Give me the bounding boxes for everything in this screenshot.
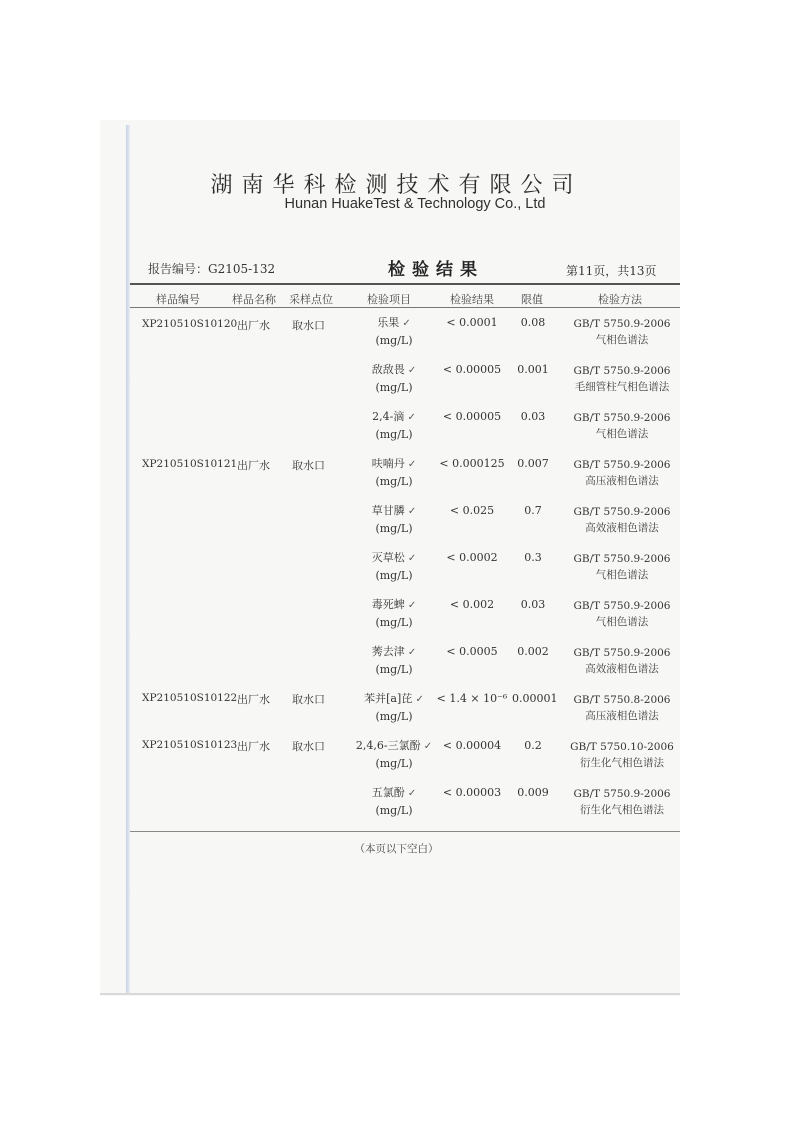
test-result: < 0.025 [449,504,495,517]
test-result: < 0.00004 [442,739,502,752]
test-item-unit: (mg/L) [375,381,413,394]
test-method [560,504,684,536]
check-mark-icon: ✓ [404,553,417,564]
method-standard: GB/T 5750.9-2006 [573,553,671,565]
check-mark-icon: ✓ [404,365,417,376]
test-limit: 0.3 [524,551,542,564]
method-standard: GB/T 5750.9-2006 [573,318,671,330]
check-mark-icon: ✓ [404,506,417,517]
test-item-label: 2,4-滴 [372,410,405,423]
test-item [354,502,434,537]
method-technique: 气相色谱法 [595,428,649,440]
blank-below-note: （本页以下空白） [354,843,439,855]
test-item-label: 乐果 [377,316,400,329]
test-item-label: 灭草松 [371,551,405,564]
method-technique: 衍生化气相色谱法 [580,757,664,769]
method-standard: GB/T 5750.10-2006 [570,741,674,753]
test-result: < 0.00005 [442,363,502,376]
test-method [560,316,684,348]
method-standard: GB/T 5750.8-2006 [573,694,671,706]
test-method [560,410,684,442]
test-item-unit: (mg/L) [375,804,413,817]
test-result: < 0.0001 [446,316,498,329]
company-name-en: Hunan HuakeTest & Technology Co., Ltd [284,196,546,212]
header-sample-name: 样品名称 [232,293,276,306]
method-standard: GB/T 5750.9-2006 [573,365,671,377]
test-item-label: 敌敌畏 [371,363,405,376]
test-limit: 0.001 [517,363,549,376]
test-method [560,692,684,724]
test-method [560,739,684,771]
method-standard: GB/T 5750.9-2006 [573,506,671,518]
test-item [354,549,434,584]
test-item-label: 苯并[a]芘 [364,692,413,705]
test-result: < 0.002 [449,598,495,611]
check-mark-icon: ✓ [404,600,417,611]
table-header-rule [130,307,680,308]
method-standard: GB/T 5750.9-2006 [573,647,671,659]
header-method: 检验方法 [598,293,642,306]
table-top-rule [130,283,680,285]
test-result: < 0.0002 [446,551,498,564]
check-mark-icon: ✓ [399,318,411,329]
method-technique: 高效液相色谱法 [585,663,659,675]
test-limit: 0.00001 [512,692,558,705]
header-sample-id: 样品编号 [156,293,200,306]
test-method [560,645,684,677]
test-method [560,363,684,395]
sample-name: 出厂水 [237,693,270,706]
test-item-label: 毒死蜱 [371,598,405,611]
test-item [354,784,434,819]
method-standard: GB/T 5750.9-2006 [573,600,671,612]
test-item [354,737,434,772]
test-item [354,455,434,490]
method-technique: 气相色谱法 [595,569,649,581]
test-limit: 0.2 [524,739,542,752]
sample-name: 出厂水 [237,459,270,472]
page-title: 检验结果 [388,260,484,280]
test-limit: 0.03 [520,410,546,423]
test-item [354,643,434,678]
scan-bottom-edge [100,993,680,995]
check-mark-icon: ✓ [404,647,417,658]
check-mark-icon: ✓ [420,741,433,752]
test-item [354,408,434,443]
test-item-unit: (mg/L) [375,522,413,535]
test-limit: 0.03 [520,598,546,611]
test-item-unit: (mg/L) [375,428,413,441]
scan-binding-edge [126,125,130,995]
sampling-point: 取水口 [292,740,325,753]
method-technique: 毛细管柱气相色谱法 [574,381,670,393]
test-result: < 1.4 × 10⁻⁶ [436,692,508,705]
test-item [354,361,434,396]
test-result: < 0.000125 [439,457,505,470]
check-mark-icon: ✓ [404,459,417,470]
table-bottom-rule [130,831,680,832]
header-test-item: 检验项目 [367,293,411,306]
test-item-label: 草甘膦 [371,504,405,517]
test-item-unit: (mg/L) [375,663,413,676]
check-mark-icon: ✓ [404,788,417,799]
test-method [560,457,684,489]
method-standard: GB/T 5750.9-2006 [573,459,671,471]
method-technique: 高效液相色谱法 [585,522,659,534]
test-result: < 0.00005 [442,410,502,423]
sample-id: XP210510S10121 [142,458,238,470]
report-number: 报告编号：G2105-132 [148,262,276,276]
test-method [560,786,684,818]
test-result: < 0.00003 [442,786,502,799]
test-item [354,314,434,349]
header-sampling-point: 采样点位 [289,293,333,306]
test-item-label: 五氯酚 [371,786,405,799]
test-item-unit: (mg/L) [375,757,413,770]
test-item-unit: (mg/L) [375,710,413,723]
test-method [560,551,684,583]
method-technique: 高压液相色谱法 [585,475,659,487]
method-technique: 气相色谱法 [595,616,649,628]
test-result: < 0.0005 [446,645,498,658]
sample-id: XP210510S10122 [142,692,238,704]
test-item-unit: (mg/L) [375,334,413,347]
test-item-unit: (mg/L) [375,475,413,488]
check-mark-icon: ✓ [412,694,424,705]
test-item-label: 2,4,6-三氯酚 [355,739,421,752]
method-technique: 衍生化气相色谱法 [580,804,664,816]
method-technique: 高压液相色谱法 [585,710,659,722]
test-limit: 0.7 [524,504,542,517]
header-limit: 限值 [521,293,543,306]
sample-name: 出厂水 [237,319,270,332]
method-technique: 气相色谱法 [595,334,649,346]
sampling-point: 取水口 [292,319,325,332]
test-limit: 0.08 [520,316,546,329]
company-name-cn: 湖南华科检测技术有限公司 [210,173,583,198]
test-item-label: 莠去津 [371,645,405,658]
sample-name: 出厂水 [237,740,270,753]
method-standard: GB/T 5750.9-2006 [573,788,671,800]
test-item-label: 呋喃丹 [371,457,405,470]
sampling-point: 取水口 [292,693,325,706]
test-item [354,596,434,631]
test-limit: 0.002 [517,645,549,658]
test-item [354,690,434,725]
header-result: 检验结果 [450,293,494,306]
page-number: 第11页，共13页 [566,264,657,278]
sample-id: XP210510S10120 [142,318,238,330]
test-item-unit: (mg/L) [375,569,413,582]
check-mark-icon: ✓ [404,412,416,423]
sampling-point: 取水口 [292,459,325,472]
test-item-unit: (mg/L) [375,616,413,629]
method-standard: GB/T 5750.9-2006 [573,412,671,424]
test-method [560,598,684,630]
test-limit: 0.007 [517,457,549,470]
test-limit: 0.009 [517,786,549,799]
sample-id: XP210510S10123 [142,739,238,751]
